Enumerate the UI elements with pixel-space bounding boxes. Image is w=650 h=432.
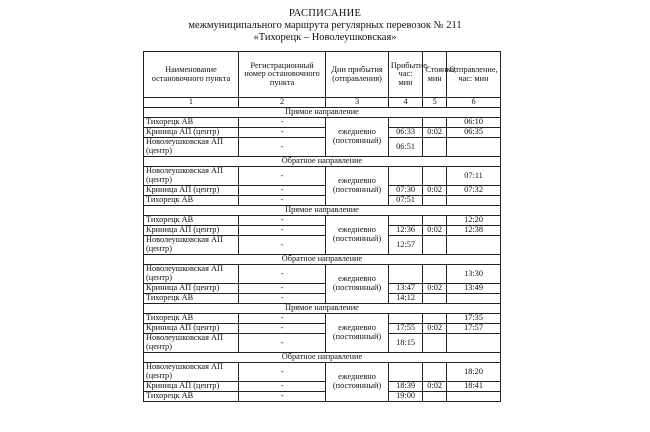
column-number: 4 <box>388 98 423 108</box>
reg-number-cell: - <box>238 216 325 226</box>
stop-name-cell: Криница АП (центр) <box>144 128 239 138</box>
arrival-cell <box>388 216 423 226</box>
stop-name-cell: Криница АП (центр) <box>144 226 239 236</box>
table-row <box>144 128 501 138</box>
arrival-cell: 12:36 <box>388 226 423 236</box>
reg-number-cell: - <box>238 265 325 284</box>
stop-name-cell: Криница АП (центр) <box>144 186 239 196</box>
arrival-cell: 19:00 <box>388 392 423 402</box>
stay-cell <box>423 265 447 284</box>
column-number: 6 <box>447 98 501 108</box>
reg-number-cell: - <box>238 382 325 392</box>
departure-cell: 06:35 <box>447 128 501 138</box>
arrival-cell <box>388 363 423 382</box>
reg-number-cell: - <box>238 294 325 304</box>
departure-cell: 17:35 <box>447 314 501 324</box>
reg-number-cell: - <box>238 226 325 236</box>
col-header-departure: Отправление, час: мин <box>447 52 501 98</box>
direction-row <box>144 255 501 265</box>
reg-number-cell: - <box>238 138 325 157</box>
direction-row <box>144 304 501 314</box>
table-row <box>144 236 501 255</box>
stop-name-cell: Тихорецк АВ <box>144 118 239 128</box>
departure-cell: 17:57 <box>447 324 501 334</box>
table-row <box>144 314 501 324</box>
arrival-cell <box>388 314 423 324</box>
departure-cell <box>447 236 501 255</box>
arrival-cell: 13:47 <box>388 284 423 294</box>
table-row <box>144 324 501 334</box>
arrival-cell: 17:55 <box>388 324 423 334</box>
document-title: РАСПИСАНИЕ <box>288 8 362 19</box>
departure-cell <box>447 392 501 402</box>
direction-label: Обратное направление <box>144 353 501 363</box>
direction-label: Прямое направление <box>144 304 501 314</box>
col-header-stay: Стоянка, мин <box>423 52 447 98</box>
departure-cell: 07:32 <box>447 186 501 196</box>
arrival-cell: 06:51 <box>388 138 423 157</box>
days-cell: ежедневно (постоянный) <box>326 363 389 402</box>
arrival-cell: 18:39 <box>388 382 423 392</box>
stop-name-cell: Новолеушковская АП (центр) <box>144 167 239 186</box>
column-numbers-row <box>144 98 501 108</box>
departure-cell <box>447 294 501 304</box>
arrival-cell: 12:57 <box>388 236 423 255</box>
departure-cell <box>447 334 501 353</box>
arrival-cell: 18:15 <box>388 334 423 353</box>
table-row <box>144 284 501 294</box>
direction-label: Обратное направление <box>144 255 501 265</box>
direction-row <box>144 206 501 216</box>
departure-cell: 18:41 <box>447 382 501 392</box>
table-row <box>144 363 501 382</box>
departure-cell: 13:30 <box>447 265 501 284</box>
col-header-arrival: Прибытие, час: мин <box>388 52 423 98</box>
reg-number-cell: - <box>238 334 325 353</box>
arrival-cell <box>388 167 423 186</box>
stay-cell <box>423 196 447 206</box>
departure-cell: 12:20 <box>447 216 501 226</box>
col-header-days: Дни прибытия (отправления) <box>326 52 389 98</box>
arrival-cell <box>388 265 423 284</box>
departure-cell <box>447 196 501 206</box>
stop-name-cell: Новолеушковская АП (центр) <box>144 236 239 255</box>
stay-cell <box>423 314 447 324</box>
table-row <box>144 138 501 157</box>
stay-cell <box>423 167 447 186</box>
reg-number-cell: - <box>238 363 325 382</box>
schedule-table <box>143 51 501 402</box>
stop-name-cell: Тихорецк АВ <box>144 294 239 304</box>
reg-number-cell: - <box>238 392 325 402</box>
departure-cell <box>447 138 501 157</box>
stay-cell <box>423 138 447 157</box>
direction-label: Прямое направление <box>144 206 501 216</box>
stay-cell: 0:02 <box>423 186 447 196</box>
arrival-cell: 06:33 <box>388 128 423 138</box>
reg-number-cell: - <box>238 314 325 324</box>
stay-cell: 0:02 <box>423 128 447 138</box>
stay-cell: 0:02 <box>423 226 447 236</box>
table-row <box>144 118 501 128</box>
table-header-row <box>144 52 501 98</box>
departure-cell: 12:38 <box>447 226 501 236</box>
reg-number-cell: - <box>238 236 325 255</box>
direction-label: Прямое направление <box>144 108 501 118</box>
days-cell: ежедневно (постоянный) <box>326 314 389 353</box>
direction-row <box>144 157 501 167</box>
arrival-cell: 14:12 <box>388 294 423 304</box>
table-row <box>144 392 501 402</box>
reg-number-cell: - <box>238 118 325 128</box>
table-row <box>144 216 501 226</box>
days-cell: ежедневно (постоянный) <box>326 118 389 157</box>
stay-cell <box>423 118 447 128</box>
reg-number-cell: - <box>238 324 325 334</box>
stay-cell <box>423 363 447 382</box>
reg-number-cell: - <box>238 196 325 206</box>
direction-row <box>144 353 501 363</box>
departure-cell: 06:10 <box>447 118 501 128</box>
days-cell: ежедневно (постоянный) <box>326 216 389 255</box>
stay-cell <box>423 294 447 304</box>
departure-cell: 07:11 <box>447 167 501 186</box>
stop-name-cell: Криница АП (центр) <box>144 284 239 294</box>
stay-cell <box>423 334 447 353</box>
stop-name-cell: Тихорецк АВ <box>144 314 239 324</box>
direction-label: Обратное направление <box>144 157 501 167</box>
direction-row <box>144 108 501 118</box>
stop-name-cell: Криница АП (центр) <box>144 324 239 334</box>
reg-number-cell: - <box>238 186 325 196</box>
stay-cell <box>423 392 447 402</box>
column-number: 3 <box>326 98 389 108</box>
col-header-reg: Регистрационный номер остановочного пункта <box>238 52 325 98</box>
col-header-stop: Наименование остановочного пункта <box>144 52 239 98</box>
table-row <box>144 382 501 392</box>
column-number: 5 <box>423 98 447 108</box>
table-row <box>144 334 501 353</box>
days-cell: ежедневно (постоянный) <box>326 167 389 206</box>
stay-cell <box>423 216 447 226</box>
table-row <box>144 294 501 304</box>
stay-cell: 0:02 <box>423 284 447 294</box>
stop-name-cell: Новолеушковская АП (центр) <box>144 363 239 382</box>
route-name: «Тихорецк – Новолеушковская» <box>253 32 397 43</box>
stop-name-cell: Тихорецк АВ <box>144 392 239 402</box>
stop-name-cell: Новолеушковская АП (центр) <box>144 265 239 284</box>
departure-cell: 13:49 <box>447 284 501 294</box>
column-number: 2 <box>238 98 325 108</box>
stop-name-cell: Тихорецк АВ <box>144 216 239 226</box>
arrival-cell <box>388 118 423 128</box>
reg-number-cell: - <box>238 167 325 186</box>
stop-name-cell: Тихорецк АВ <box>144 196 239 206</box>
arrival-cell: 07:30 <box>388 186 423 196</box>
reg-number-cell: - <box>238 284 325 294</box>
table-row <box>144 186 501 196</box>
schedule-body <box>144 98 501 402</box>
stop-name-cell: Новолеушковская АП (центр) <box>144 138 239 157</box>
stay-cell <box>423 236 447 255</box>
departure-cell: 18:20 <box>447 363 501 382</box>
table-row <box>144 265 501 284</box>
days-cell: ежедневно (постоянный) <box>326 265 389 304</box>
document-subtitle: межмуниципального маршрута регулярных перевозок № 211 <box>188 20 462 31</box>
stop-name-cell: Новолеушковская АП (центр) <box>144 334 239 353</box>
table-row <box>144 196 501 206</box>
stop-name-cell: Криница АП (центр) <box>144 382 239 392</box>
arrival-cell: 07:51 <box>388 196 423 206</box>
column-number: 1 <box>144 98 239 108</box>
stay-cell: 0:02 <box>423 324 447 334</box>
table-row <box>144 226 501 236</box>
table-row <box>144 167 501 186</box>
reg-number-cell: - <box>238 128 325 138</box>
stay-cell: 0:02 <box>423 382 447 392</box>
